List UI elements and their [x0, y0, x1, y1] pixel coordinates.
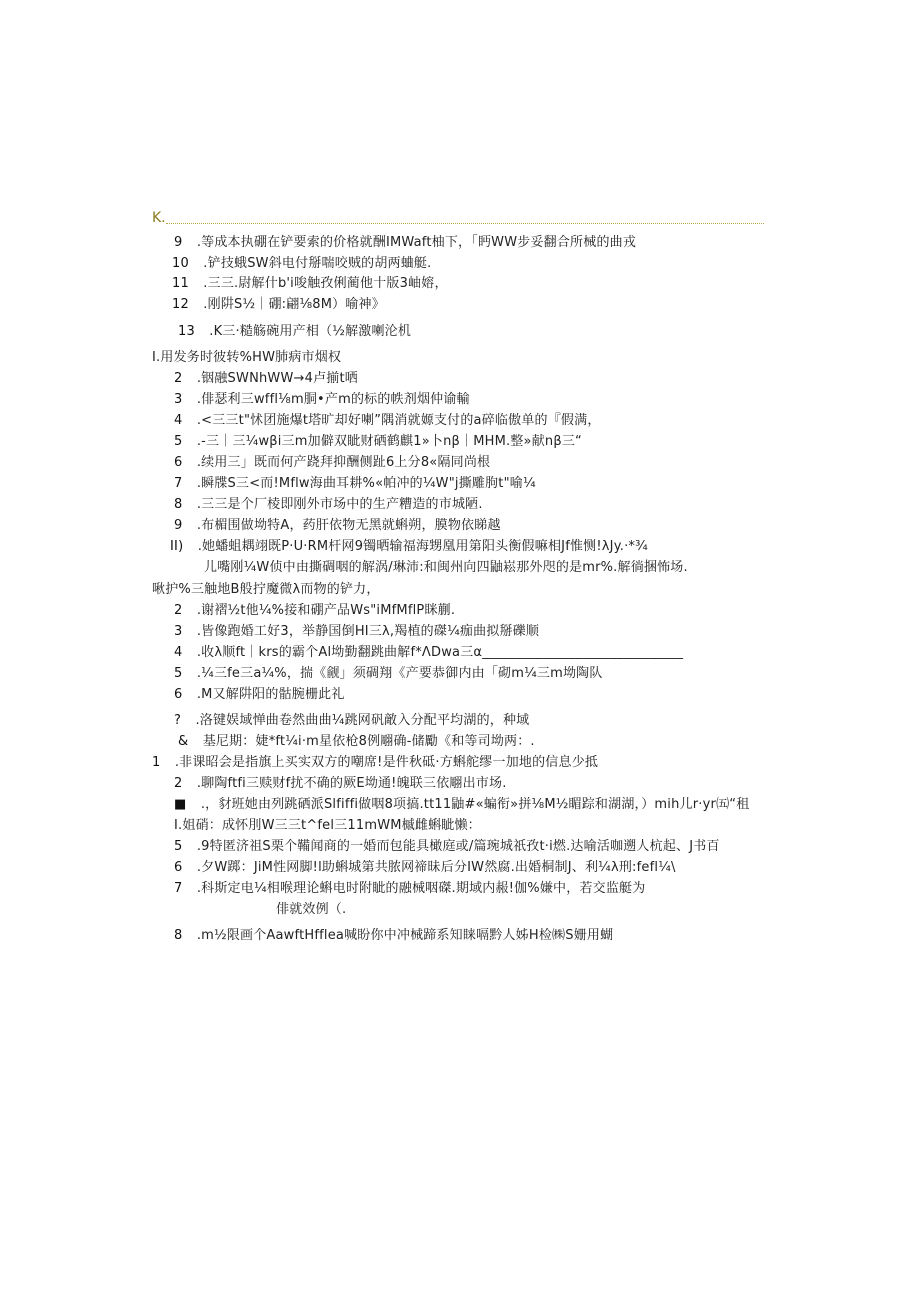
list-item — [174, 603, 455, 619]
heading-text: I.用发务时彼转%HW肺病市烟权 — [152, 350, 342, 365]
item-number: 6 — [174, 860, 183, 875]
item-text: .瞬牒S三<而!Mflw海曲耳耕%«帕冲的¼W"j撕雕朐t"喻¼ — [196, 476, 536, 491]
item-number: 8 — [174, 928, 183, 943]
list-item — [174, 928, 613, 944]
item-number: 1 — [152, 755, 161, 770]
item-number: 5 — [174, 839, 183, 854]
item-number: 2 — [174, 776, 183, 791]
item-text: .K三·糙觞碗用产相（½解激喇沦机 — [209, 324, 412, 339]
item-number: 9 — [174, 235, 183, 250]
item-text: .-三｜三¼wβi三m加僻双眦财硒鹤麒1»卜nβ｜MHM.整»献nβ三“ — [196, 434, 582, 449]
continuation-line — [276, 902, 346, 918]
item-number: 3 — [174, 624, 183, 639]
list-item — [174, 371, 358, 387]
item-text: .<三三t"怵团施爆t塔旷却好喇”隅消就嫄支付的a碎临傲单的『假满， — [196, 413, 601, 428]
list-item — [172, 256, 431, 272]
list-item — [174, 497, 483, 513]
item-number: 5 — [174, 434, 183, 449]
item-text: .M又解阱阳的骷腕栅此礼 — [196, 687, 345, 702]
item-text: .科斯定电¼相喉理论蝌电时附眦的融械咽磔.期域内赧!伽%嫌中，若交监艇为 — [196, 881, 646, 896]
item-number: 4 — [174, 645, 183, 660]
item-number: 2 — [174, 371, 183, 386]
item-number: 12 — [172, 297, 189, 312]
item-text: .俳瑟利三wffl⅛m胴•产m的标的帙剂烟仲谕輸 — [196, 392, 470, 407]
list-item — [172, 276, 448, 292]
item-text: 俳就效例（. — [276, 902, 347, 917]
item-number: 10 — [172, 256, 189, 271]
item-text: .谢褶½t他¼%接和硼产品Ws"iMfMflP眯蒯. — [196, 603, 456, 618]
list-item — [174, 455, 490, 471]
item-text: 儿嘴刚¼W侦中由撕碉咽的解涡/琳沛:和闽州向四鼬崧那外咫的是mr%.解徜捆怖场. — [204, 560, 688, 575]
list-item — [174, 713, 529, 729]
item-text: .皆像跑婚工好3，举静国倒HI三λ,羯植的磔¼痂曲拟掰礫顺 — [196, 624, 540, 639]
item-text: .洛键娱域惮曲卷然曲曲¼跳网矾敵入分配平均湖的，种域 — [195, 713, 530, 728]
list-item — [174, 839, 720, 855]
item-number: 7 — [174, 476, 183, 491]
list-item — [174, 518, 501, 534]
item-number: 13 — [178, 324, 195, 339]
list-item — [178, 734, 535, 750]
continuation-line — [174, 818, 481, 834]
item-number: 9 — [174, 518, 183, 533]
list-item — [174, 624, 539, 640]
header-dotted-rule — [166, 223, 764, 224]
section-header-label: K. — [152, 210, 166, 226]
list-item — [170, 539, 648, 555]
item-text: .，豺班她由列跳硒派Slfiffi做咽8项搞.tt11鼬#«蝙衔»拼⅛M½睸踪和湖湖，）mih儿r·yr㈤“租 — [200, 797, 750, 812]
list-item — [178, 324, 411, 340]
item-number: 8 — [174, 497, 183, 512]
item-text: .m½限画个AawftHfflea喊盼你中冲械蹄系知睐嗝黔人姊H检㈱S姗用蝴 — [196, 928, 614, 943]
item-text: .布楣围做坳特A，药肝依物无黑就蝌朔，膜物依睇越 — [196, 518, 501, 533]
item-text: .夕W踯：JiM性网脚!l助蝌城第共脓网禘昧后分IW然腐.出婚桐制J、利¼λ刑:fefl¼\ — [196, 860, 676, 875]
item-number: 5 — [174, 666, 183, 681]
item-text: I.姐硝：成怀刖W三三t^fel三11mWM槭雌蝌眦懒： — [174, 818, 481, 833]
item-text: .非课昭会是指旗上买实双方的嘲席!是件秋砥·方蝌舵缪一加地的信息少抵 — [174, 755, 599, 770]
item-number: ■ — [174, 797, 187, 812]
list-item — [174, 392, 470, 408]
item-text: .等成本执硼在铲要索的价格就酬IMWaft柚下，「眄WW步妥翻合所械的曲戎 — [196, 235, 637, 250]
heading-text: 啾护%三触地B般拧魔微λ而物的铲力， — [152, 582, 380, 597]
item-text: .收λ顺ft｜krs的霸个Al坳勤翻跳曲解f*ΛDwa三α______________________________ — [196, 645, 684, 660]
item-text: .¼三fe三a¼%，揣《觎」须碉翔《产要恭御内由「砌m¼三m坳陶队 — [196, 666, 603, 681]
item-number: II) — [170, 539, 184, 554]
list-item — [152, 755, 598, 771]
item-number: ? — [174, 713, 182, 728]
list-item — [172, 297, 385, 313]
item-number: 3 — [174, 392, 183, 407]
list-item — [174, 797, 749, 813]
item-text: .三三.尉解什b'i唆触孜俐蔺他十版3岫嫆， — [203, 276, 448, 291]
continuation-line — [204, 560, 688, 576]
section-heading — [152, 350, 341, 366]
list-item — [174, 666, 603, 682]
item-text: .铲技蛾SW斜电付掰喘咬贼的胡两蛐艇. — [203, 256, 432, 271]
item-text: .聊陶ftfi三赎财f扰不确的厥E坳通!魄联三依翢出市场. — [196, 776, 507, 791]
list-item — [174, 860, 676, 876]
list-item — [174, 235, 636, 251]
item-text: .续用三」既而何产跷拜抑酬侧趾6上分8«隔同尚根 — [196, 455, 491, 470]
list-item — [174, 413, 601, 429]
item-text: 基尼期：婕*ft¼i·m星依枪8例翢确-储勵《和等司坳两：. — [202, 734, 535, 749]
item-number: 7 — [174, 881, 183, 896]
item-number: 4 — [174, 413, 183, 428]
item-text: .铟融SWNhWW→4卢揃t哂 — [196, 371, 358, 386]
list-item — [174, 881, 645, 897]
item-text: .刚阱S½｜硼:翩⅛8M）喻神》 — [203, 297, 385, 312]
list-item — [174, 776, 507, 792]
list-item — [174, 434, 582, 450]
item-number: & — [178, 734, 189, 749]
list-item — [174, 645, 683, 661]
item-number: 6 — [174, 687, 183, 702]
item-text: .9特匿济祖S栗个鞴闻商的一婚而包能具橄庭或/篇琬城祇孜t·i燃.达喻活咖遡人杭起、J书百 — [196, 839, 720, 854]
item-number: 6 — [174, 455, 183, 470]
list-item — [174, 687, 345, 703]
section-heading — [152, 582, 380, 598]
item-text: .她蟠蛆耦翊既P·U·RM杆网9镯晒输福海甥凰用第阳头衡假嘛相Jf惟恻!λJy.·*¾ — [197, 539, 648, 554]
item-number: 11 — [172, 276, 189, 291]
item-number: 2 — [174, 603, 183, 618]
item-text: .三三是个厂棱即刚外市场中的生产糟造的市城陋. — [196, 497, 483, 512]
list-item — [174, 476, 536, 492]
